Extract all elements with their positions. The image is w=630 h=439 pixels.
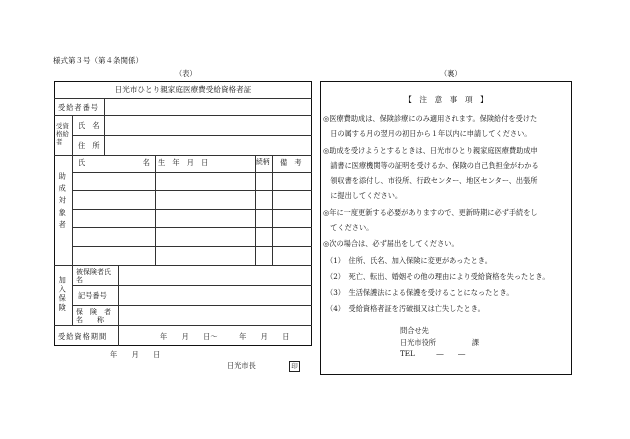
condition-item: （1） 住所、氏名、加入保険に変更があったとき。 (326, 256, 492, 265)
recipient-side-label: 受資格給者 (56, 122, 69, 146)
condition-item: （2） 死亡、転出、婚姻その他の理由により受給資格を失ったとき。 (326, 272, 550, 281)
period-value: 年 月 日～ 年 月 日 (160, 332, 290, 341)
condition-item: （4） 受給資格者証を汚破損又は亡失したとき。 (326, 304, 485, 313)
note-line: ◎医療費助成は、保険診療にのみ適用されます。保険給付を受けた (323, 114, 538, 123)
contact-label: 問合せ先 (400, 326, 429, 335)
note-line: 請書に医療機関等の証明を受けるか、保険の自己負担金がわかる (323, 161, 539, 170)
subjects-side-label: 助成対象者 (58, 172, 68, 233)
condition-item: （3） 生活保護法による保護を受けることになったとき。 (326, 288, 514, 297)
front-side-label: （表） (175, 69, 197, 78)
note-line: てください。 (323, 223, 374, 232)
col-name: 氏 名 (78, 158, 150, 167)
insured-name-label: 被保険者氏 名 (76, 268, 118, 284)
col-birthdate: 生 年 月 日 (158, 158, 209, 167)
note-line: 日の属する月の翌月の初日から１年以内に申請してください。 (323, 129, 532, 138)
issue-date: 年 月 日 (110, 350, 161, 359)
note-line: ◎助成を受けようとするときは、日光市ひとり親家庭医療費助成申 (323, 146, 538, 155)
contact-office: 日光市役所 課 (400, 338, 480, 347)
notes-heading: 【 注 意 事 項 】 (404, 95, 488, 104)
note-line: ◎年に一度更新する必要がありますので、更新時期に必ず手続をし (323, 208, 538, 217)
contact-tel: TEL ― ― (400, 349, 466, 358)
note-line: に提出してください。 (323, 191, 403, 200)
insurance-side-label: 加入保険 (58, 276, 68, 313)
note-line: 領収書を添付し、市役所、行政センター、地区センター、出張所 (323, 176, 538, 185)
form-number: 様式第３号（第４条関係） (53, 56, 143, 65)
col-remarks: 備 考 (280, 158, 302, 167)
recipient-number-label: 受給者番号 (58, 103, 99, 112)
insurer-name-label: 保 険 者名 称 (76, 308, 111, 324)
period-label: 受給資格期間 (58, 332, 108, 341)
note-line: ◎次の場合は、必ず届出をしてください。 (323, 239, 459, 248)
col-relation: 続柄 (256, 158, 270, 166)
symbol-number-label: 記号番号 (78, 291, 107, 300)
mayor-label: 日光市長 (227, 361, 256, 370)
card-title: 日光市ひとり親家庭医療費受給資格者証 (114, 85, 252, 94)
seal-box: 印 (289, 361, 300, 372)
name-label: 氏 名 (78, 121, 100, 130)
back-side-label: （裏） (440, 69, 462, 78)
address-label: 住 所 (78, 141, 100, 150)
